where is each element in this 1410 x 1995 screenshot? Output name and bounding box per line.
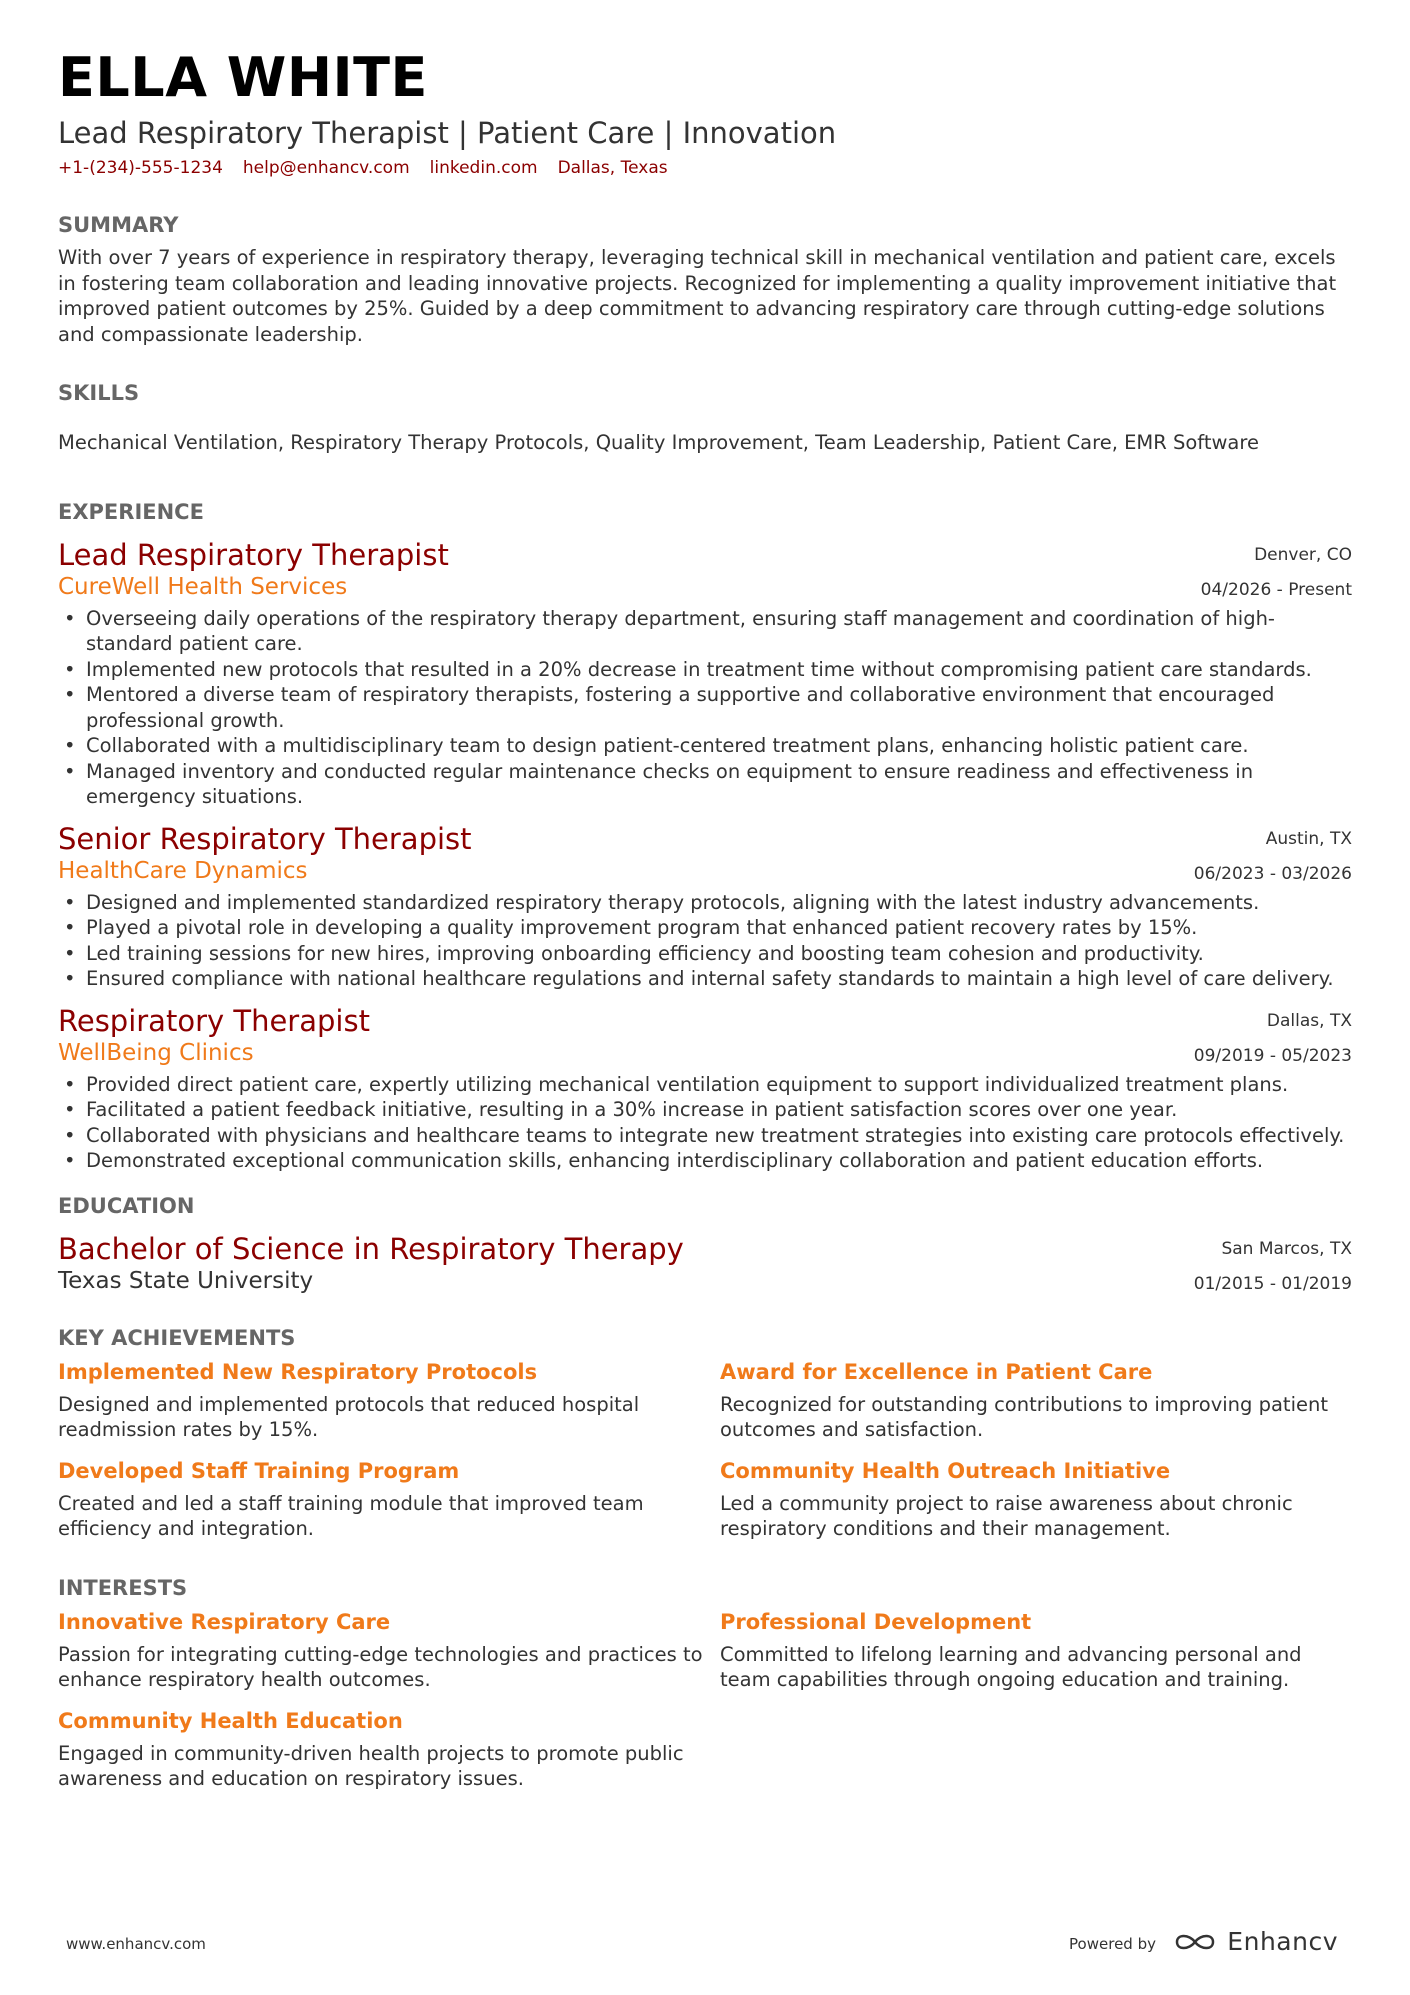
skills-text: Mechanical Ventilation, Respiratory Therapy Protocols, Quality Improvement, Team Leadership, Patient Care, EMR Software <box>58 431 1259 454</box>
contact-email[interactable]: help@enhancv.com <box>242 158 410 178</box>
job-location: Austin, TX <box>1265 828 1352 849</box>
job-company: CureWell Health Services <box>58 573 348 600</box>
education-dates: 01/2015 - 01/2019 <box>1193 1273 1352 1294</box>
job-bullets <box>58 1072 1352 1174</box>
contact-linkedin[interactable]: linkedin.com <box>429 158 538 178</box>
job-location: Dallas, TX <box>1266 1010 1352 1031</box>
enhancv-logo-icon <box>1173 1930 1217 1954</box>
bullet-item: • Implemented new protocols that resulted in a 20% decrease in treatment time without compromising patient care standards. <box>58 657 1352 683</box>
section-title: KEY ACHIEVEMENTS <box>58 1325 296 1350</box>
enhancv-logo[interactable] <box>1173 1927 1338 1956</box>
achievement-card <box>720 1358 1352 1443</box>
experience-section <box>58 498 1352 1174</box>
interest-card <box>58 1608 710 1693</box>
summary-section <box>58 211 1352 347</box>
bullet-item: • Managed inventory and conducted regular maintenance checks on equipment to ensure readiness and effectiveness in emergency situations. <box>58 759 1352 810</box>
job-dates: 06/2023 - 03/2026 <box>1193 863 1352 884</box>
job-title: Respiratory Therapist <box>58 1003 370 1038</box>
achievement-desc: Created and led a staff training module that improved team efficiency and integration. <box>58 1491 644 1540</box>
achievements-section <box>58 1324 1352 1556</box>
job-title: Senior Respiratory Therapist <box>58 821 472 856</box>
achievement-title: Implemented New Respiratory Protocols <box>58 1359 538 1384</box>
section-title: EXPERIENCE <box>58 499 204 524</box>
bullet-item: • Ensured compliance with national healthcare regulations and internal safety standards to maintain a high level of care delivery. <box>58 966 1352 992</box>
education-section <box>58 1192 1352 1296</box>
footer-brand: Enhancv <box>1227 1927 1338 1956</box>
achievement-desc: Designed and implemented protocols that reduced hospital readmission rates by 15%. <box>58 1392 640 1441</box>
education-entry <box>58 1232 1352 1296</box>
summary-text: With over 7 years of experience in respiratory therapy, leveraging technical skill in mechanical ventilation and patient care, excels in fostering team collaboration and leading innovative projects. Recognized for implementing a quality improvement initiative that improved patient outcomes by 25%. Guided by a deep commitment to advancing respiratory care through cutting-edge solutions and compassionate leadership. <box>58 246 1337 346</box>
achievements-grid <box>58 1358 1352 1556</box>
job-entry <box>58 1004 1352 1174</box>
contact-phone[interactable]: +1-(234)-555-1234 <box>58 158 223 178</box>
resume-header <box>58 46 1352 179</box>
job-company: WellBeing Clinics <box>58 1039 254 1066</box>
interest-desc: Engaged in community-driven health projects to promote public awareness and education on respiratory issues. <box>58 1741 684 1790</box>
interests-section <box>58 1574 1352 1806</box>
section-title: INTERESTS <box>58 1575 188 1600</box>
section-title: SUMMARY <box>58 213 179 237</box>
job-entry <box>58 538 1352 810</box>
bullet-item: • Designed and implemented standardized respiratory therapy protocols, aligning with the latest industry advancements. <box>58 890 1352 916</box>
interest-title: Innovative Respiratory Care <box>58 1609 391 1634</box>
interest-desc: Passion for integrating cutting-edge technologies and practices to enhance respiratory health outcomes. <box>58 1642 703 1691</box>
education-degree: Bachelor of Science in Respiratory Therapy <box>58 1231 684 1266</box>
achievement-desc: Led a community project to raise awareness about chronic respiratory conditions and their management. <box>720 1491 1293 1540</box>
bullet-item: • Led training sessions for new hires, improving onboarding efficiency and boosting team cohesion and productivity. <box>58 941 1352 967</box>
page-footer <box>0 1925 1410 1965</box>
interest-desc: Committed to lifelong learning and advancing personal and team capabilities through ongoing education and training. <box>720 1642 1302 1691</box>
bullet-item: • Collaborated with a multidisciplinary team to design patient-centered treatment plans, enhancing holistic patient care. <box>58 733 1352 759</box>
job-dates: 09/2019 - 05/2023 <box>1193 1045 1352 1066</box>
job-entry <box>58 822 1352 992</box>
job-company: HealthCare Dynamics <box>58 857 308 884</box>
section-title: SKILLS <box>58 381 140 405</box>
contact-location: Dallas, Texas <box>557 158 668 178</box>
interests-grid <box>58 1608 1352 1806</box>
bullet-item: • Demonstrated exceptional communication skills, enhancing interdisciplinary collaboration and patient education efforts. <box>58 1148 1352 1174</box>
job-dates: 04/2026 - Present <box>1200 579 1352 600</box>
achievement-title: Community Health Outreach Initiative <box>720 1458 1171 1483</box>
education-location: San Marcos, TX <box>1221 1238 1352 1259</box>
contact-row <box>58 157 1352 179</box>
bullet-item: • Played a pivotal role in developing a quality improvement program that enhanced patient recovery rates by 15%. <box>58 915 1352 941</box>
achievement-card <box>720 1457 1352 1542</box>
achievement-desc: Recognized for outstanding contributions to improving patient outcomes and satisfaction. <box>720 1392 1328 1441</box>
skills-section <box>58 379 1352 456</box>
education-school: Texas State University <box>58 1267 314 1294</box>
interest-title: Community Health Education <box>58 1708 403 1733</box>
footer-website[interactable]: www.enhancv.com <box>66 1935 206 1953</box>
bullet-item: • Mentored a diverse team of respiratory therapists, fostering a supportive and collaborative environment that encouraged professional growth. <box>58 682 1352 733</box>
job-bullets <box>58 606 1352 810</box>
achievement-title: Award for Excellence in Patient Care <box>720 1359 1153 1384</box>
bullet-item: • Collaborated with physicians and healthcare teams to integrate new treatment strategies into existing care protocols effectively. <box>58 1123 1352 1149</box>
footer-powered-by: Powered by <box>1069 1935 1156 1953</box>
achievement-card <box>58 1358 710 1443</box>
section-title: EDUCATION <box>58 1193 195 1218</box>
candidate-name: ELLA WHITE <box>58 46 428 109</box>
interest-card <box>58 1707 710 1792</box>
bullet-item: • Facilitated a patient feedback initiative, resulting in a 30% increase in patient satisfaction scores over one year. <box>58 1097 1352 1123</box>
job-location: Denver, CO <box>1254 544 1352 565</box>
job-bullets <box>58 890 1352 992</box>
candidate-headline: Lead Respiratory Therapist | Patient Care | Innovation <box>58 116 837 150</box>
job-title: Lead Respiratory Therapist <box>58 537 449 572</box>
bullet-item: • Overseeing daily operations of the respiratory therapy department, ensuring staff management and coordination of high-standard patient care. <box>58 606 1352 657</box>
bullet-item: • Provided direct patient care, expertly utilizing mechanical ventilation equipment to support individualized treatment plans. <box>58 1072 1352 1098</box>
achievement-title: Developed Staff Training Program <box>58 1458 460 1483</box>
interest-title: Professional Development <box>720 1609 1032 1634</box>
interest-card <box>720 1608 1352 1693</box>
achievement-card <box>58 1457 710 1542</box>
